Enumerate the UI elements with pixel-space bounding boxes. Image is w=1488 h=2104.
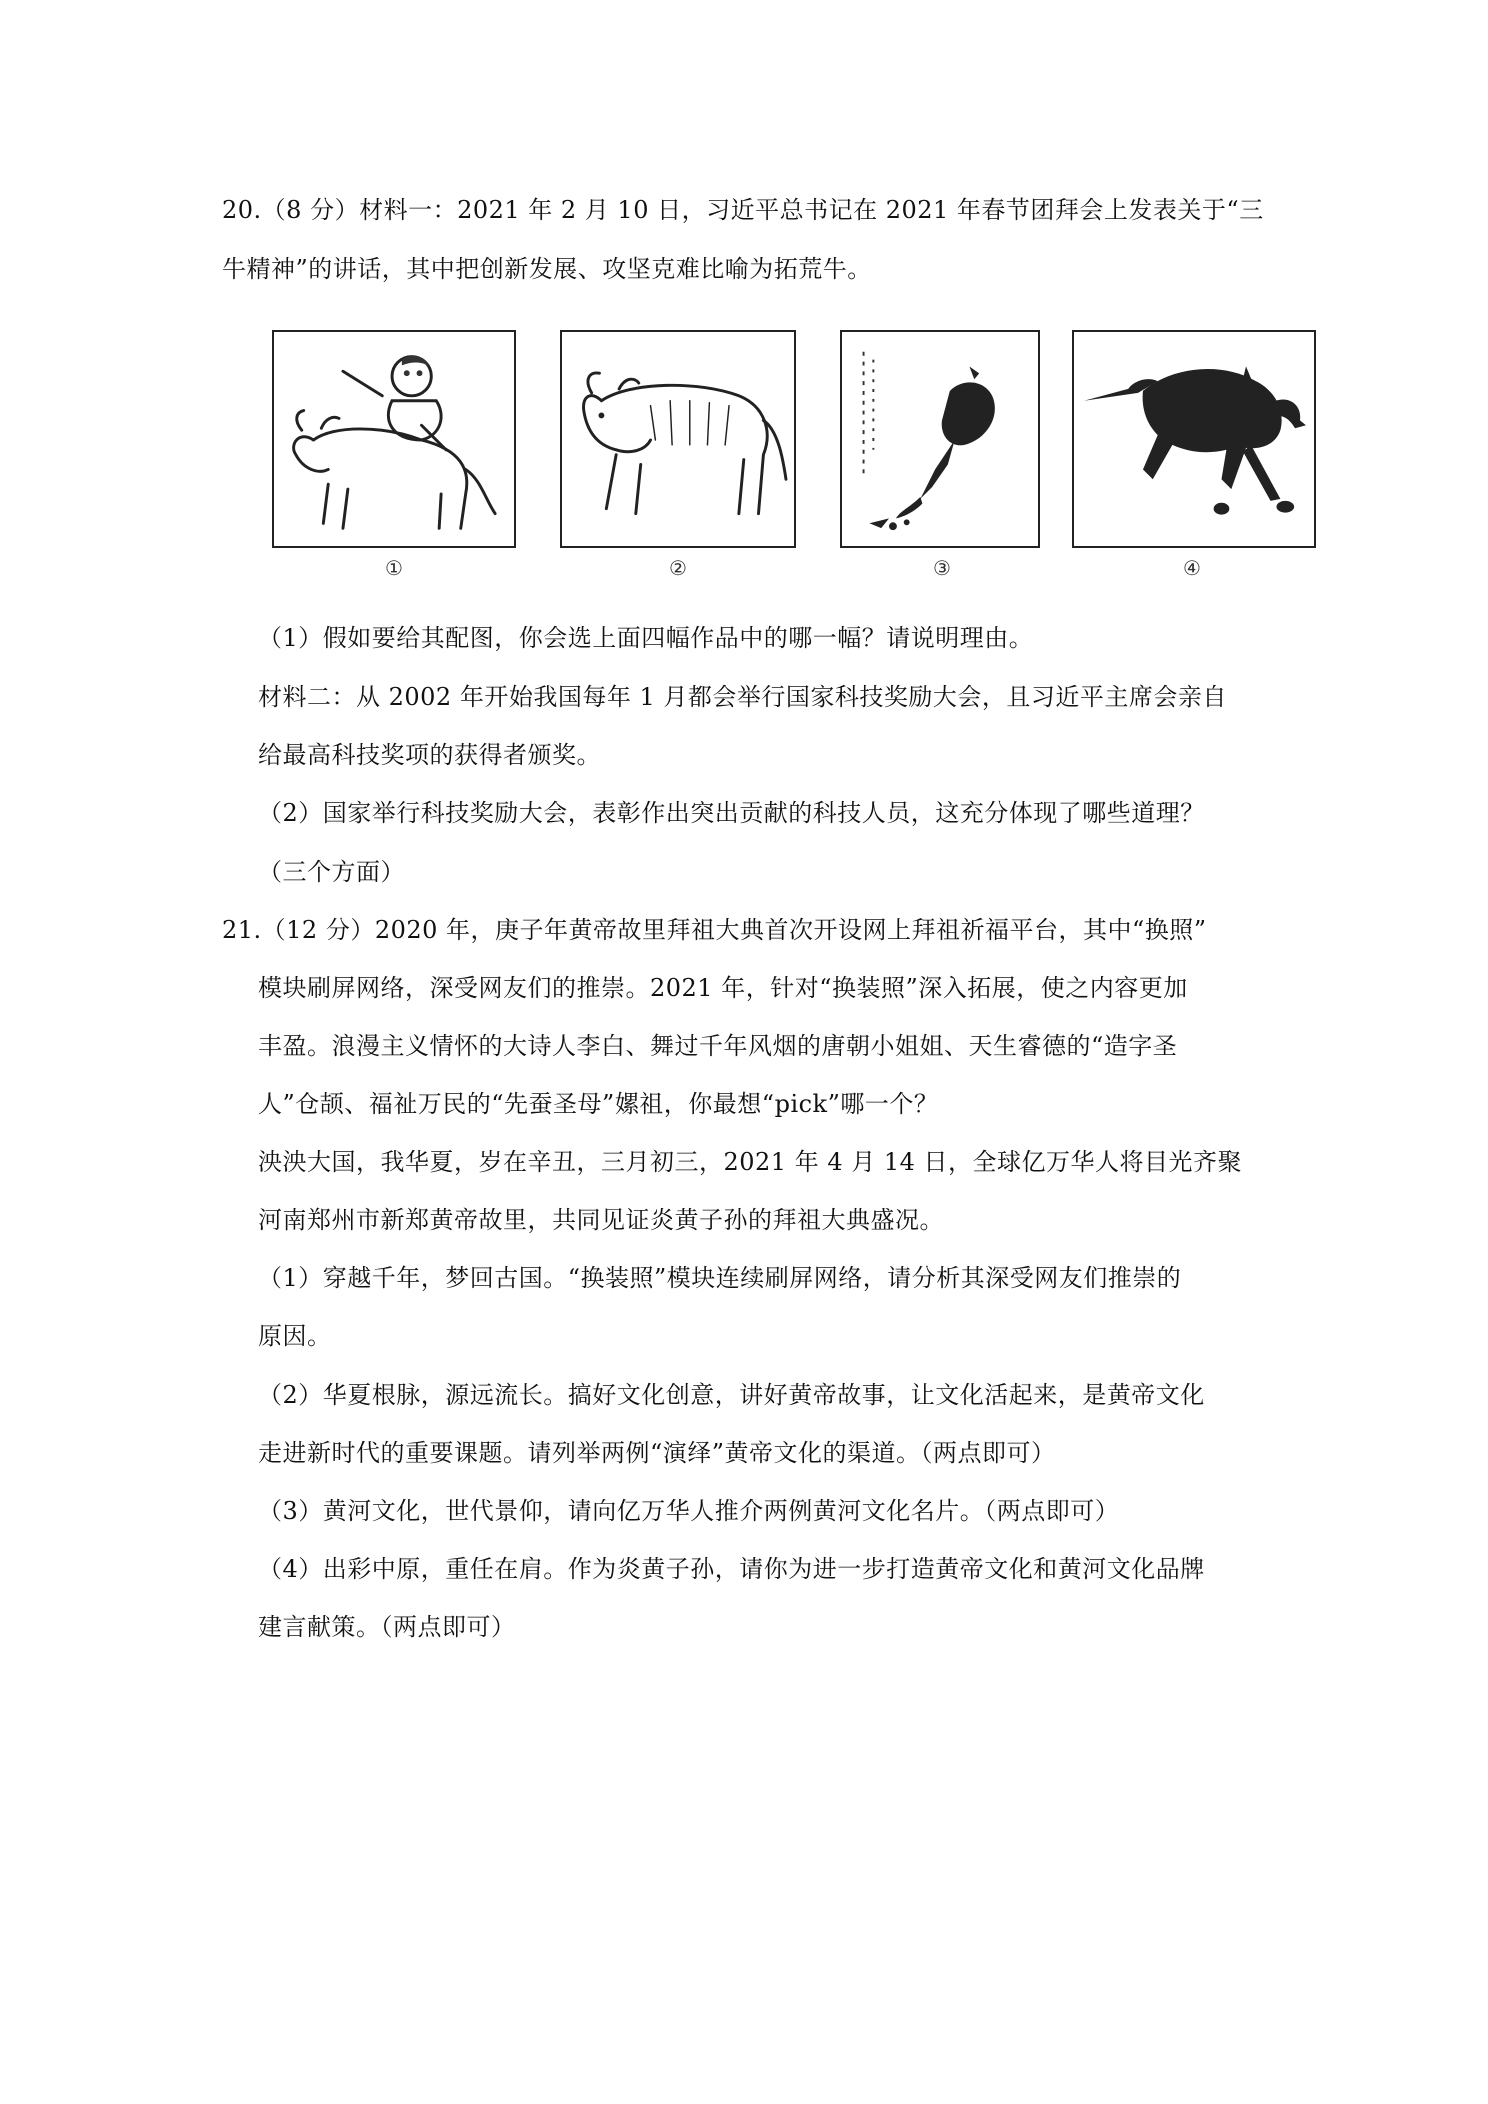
q21-line-6: 河南郑州市新郑黄帝故里，共同见证炎黄子孙的拜祖大典盛况。 (258, 1206, 944, 1234)
ink-leaping-ox-icon (842, 332, 1038, 546)
figure-1 (272, 330, 516, 548)
q21-question-1-line-1: （1）穿越千年，梦回古国。“换装照”模块连续刷屏网络，请分析其深受网友们推崇的 (258, 1264, 1182, 1292)
figure-1-label: ① (385, 556, 403, 580)
q21-line-2: 模块刷屏网络，深受网友们的推崇。2021 年，针对“换装照”深入拓展，使之内容更加 (258, 974, 1188, 1002)
figure-4-label: ④ (1183, 556, 1201, 580)
q21-line-5: 泱泱大国，我华夏，岁在辛丑，三月初三，2021 年 4 月 14 日，全球亿万华人将目光齐聚 (258, 1148, 1243, 1176)
q20-material-2-line-2: 给最高科技奖项的获得者颁奖。 (258, 741, 601, 769)
child-riding-ox-icon (274, 332, 514, 546)
figure-3 (840, 330, 1040, 548)
figure-2 (560, 330, 796, 548)
q20-material-2-line-1: 材料二：从 2002 年开始我国每年 1 月都会举行国家科技奖励大会，且习近平主席会亲自 (258, 683, 1227, 711)
q21-question-1-line-2: 原因。 (258, 1322, 332, 1350)
q21-question-2-line-2: 走进新时代的重要课题。请列举两例“演绎”黄帝文化的渠道。（两点即可） (258, 1439, 1056, 1467)
q21-line-3: 丰盈。浪漫主义情怀的大诗人李白、舞过千年风烟的唐朝小姐姐、天生睿德的“造字圣 (258, 1032, 1178, 1060)
q20-question-1: （1）假如要给其配图，你会选上面四幅作品中的哪一幅？请说明理由。 (258, 624, 1034, 652)
figure-row (270, 330, 1320, 590)
figure-3-label: ③ (933, 556, 951, 580)
q21-line-1: 21.（12 分）2020 年，庚子年黄帝故里拜祖大典首次开设网上拜祖祈福平台，其中“换照” (222, 916, 1207, 944)
ox-sketch-icon (562, 332, 794, 546)
q20-line-2: 牛精神”的讲话，其中把创新发展、攻坚克难比喻为拓荒牛。 (222, 255, 872, 283)
charging-bull-icon (1074, 332, 1314, 546)
figure-4 (1072, 330, 1316, 548)
q20-line-1: 20.（8 分）材料一：2021 年 2 月 10 日，习近平总书记在 2021 年春节团拜会上发表关于“三 (222, 196, 1264, 224)
q21-question-3: （3）黄河文化，世代景仰，请向亿万华人推介两例黄河文化名片。（两点即可） (258, 1497, 1120, 1525)
q21-question-2-line-1: （2）华夏根脉，源远流长。搞好文化创意，讲好黄帝故事，让文化活起来，是黄帝文化 (258, 1381, 1205, 1409)
q20-question-2-line-1: （2）国家举行科技奖励大会，表彰作出突出贡献的科技人员，这充分体现了哪些道理？ (258, 799, 1205, 827)
q21-question-4-line-1: （4）出彩中原，重任在肩。作为炎黄子孙，请你为进一步打造黄帝文化和黄河文化品牌 (258, 1555, 1205, 1583)
figure-2-label: ② (669, 556, 687, 580)
q21-question-4-line-2: 建言献策。（两点即可） (258, 1613, 516, 1641)
q21-line-4: 人”仓颉、福祉万民的“先蚕圣母”嫘祖，你最想“pick”哪一个？ (258, 1090, 939, 1118)
q20-question-2-line-2: （三个方面） (258, 858, 405, 886)
